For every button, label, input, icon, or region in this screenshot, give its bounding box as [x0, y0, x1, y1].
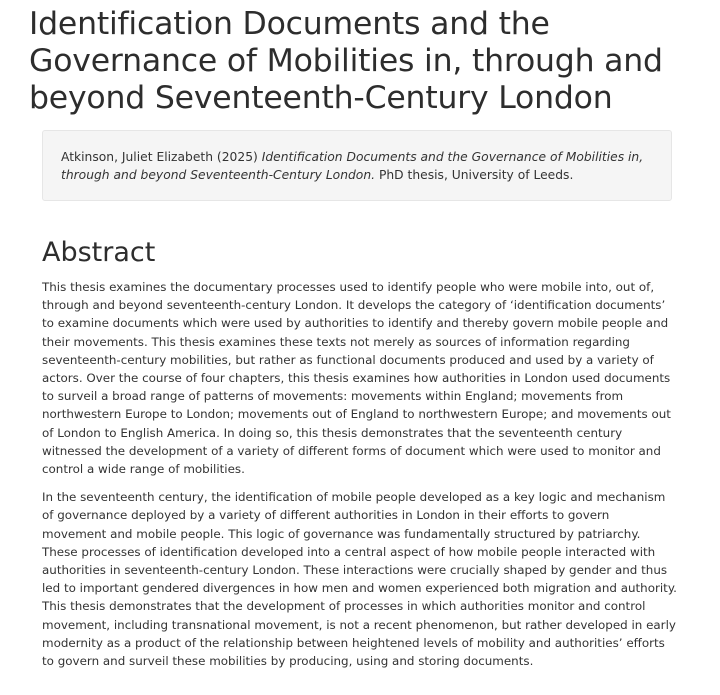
abstract-paragraph-2: In the seventeenth century, the identification of mobile people developed as a key logic and mechanism of governance deployed by a variety of different authorities in London in their efforts to govern movement and mobile people. This logic of governance was fundamentally structured by patriarchy. These processes of identification developed into a central aspect of how mobile people interacted with authorities in seventeenth-century London. These interactions were crucially shaped by gender and thus led to important gendered divergences in how men and women experienced both migration and authority. This thesis demonstrates that the development of processes in which authorities monitor and control movement, including transnational movement, is not a recent phenomenon, but rather developed in early modernity as a product of the relationship between heightened levels of mobility and authorities’ efforts to govern and surveil these mobilities by producing, using and storing documents.	[42, 490, 677, 669]
citation-thesis-title: Identification Documents and the Governance of Mobilities in, through and beyond Seventeenth-Century London.	[61, 150, 644, 182]
abstract-paragraph-1: This thesis examines the documentary processes used to identify people who were mobile into, out of, through and beyond seventeenth-century London. It develops the category of ‘identification documents’ to examine documents which were used by authorities to identify and thereby govern mobile people and their movements. This thesis examines these texts not merely as sources of information regarding seventeenth-century mobilities, but rather as functional documents produced and used by a variety of actors. Over the course of four chapters, this thesis examines how authorities in London used documents to surveil a broad range of patterns of movements: movements within England; movements from northwestern Europe to London; movements out of England to northwestern Europe; and movements out of London to English America. In doing so, this thesis demonstrates that the seventeenth century witnessed the development of a variety of different forms of document which were used to monitor and control a wide range of mobilities.	[42, 280, 671, 477]
citation-box	[42, 130, 672, 201]
citation-suffix: PhD thesis, University of Leeds.	[378, 168, 574, 182]
citation-authors-year: Atkinson, Juliet Elizabeth (2025)	[61, 150, 258, 164]
abstract-body	[42, 278, 677, 680]
page-title: Identification Documents and the Governance of Mobilities in, through and beyond Seventeenth-Century London	[29, 6, 663, 116]
abstract-heading: Abstract	[42, 237, 156, 268]
